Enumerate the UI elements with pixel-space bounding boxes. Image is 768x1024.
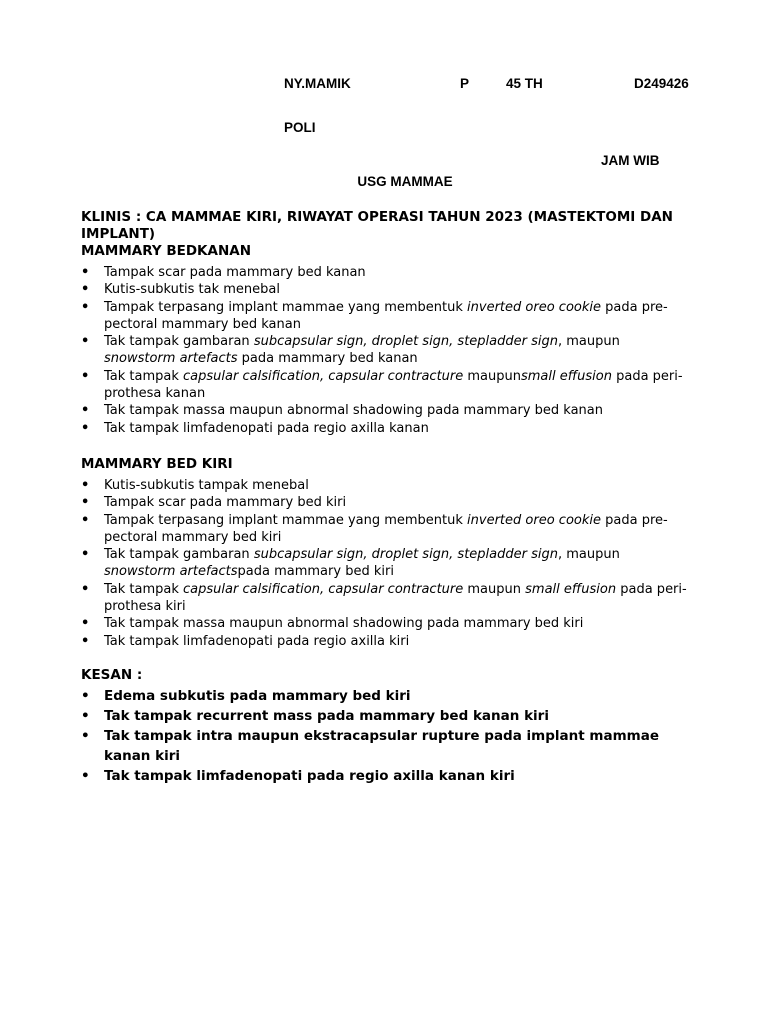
kesan-item-text: Tak tampak recurrent mass pada mammary bed kanan kiri (104, 708, 549, 724)
bullet-icon: • (81, 420, 90, 436)
kesan-list (81, 686, 691, 786)
list-item (81, 477, 691, 494)
left-section (81, 456, 691, 650)
list-item-text: pada peri-prothesa kanan (104, 368, 683, 402)
bullet-icon: • (81, 768, 90, 784)
italic-term: snowstorm artefacts (104, 564, 238, 580)
list-item-text: Tak tampak gambaran (104, 547, 254, 563)
list-item-text: Tak tampak (104, 581, 184, 597)
list-item-text: maupun (463, 581, 526, 597)
right-section-heading: MAMMARY BEDKANAN (81, 243, 252, 259)
list-item-text: Tak tampak limfadenopati pada regio axilla kanan (104, 420, 429, 436)
bullet-icon: • (81, 478, 90, 493)
list-item (81, 420, 691, 437)
patient-name: NY.MAMIK (284, 76, 351, 91)
bullet-icon: • (81, 495, 90, 511)
kesan-item (81, 706, 691, 726)
list-item (81, 281, 691, 298)
list-item (81, 633, 691, 650)
bullet-icon: • (81, 403, 90, 419)
bullet-icon: • (81, 265, 90, 280)
bullet-icon: • (81, 633, 90, 649)
kesan-heading: KESAN : (81, 667, 143, 683)
bullet-icon: • (81, 368, 90, 384)
italic-term: small effusion (525, 581, 617, 597)
kesan-section (81, 667, 691, 786)
right-section (81, 243, 691, 437)
bullet-icon: • (81, 282, 90, 298)
klinis-block (81, 209, 691, 243)
list-item-text: pada pre-pectoral mammary bed kiri (104, 512, 668, 545)
list-item-text: pada pre-pectoral mammary bed kanan (104, 299, 668, 332)
list-item-text: pada mammary bed kanan (237, 351, 418, 367)
list-item (81, 581, 691, 616)
italic-term: small effusion (521, 368, 612, 384)
list-item (81, 546, 691, 581)
list-item-text: Tampak terpasang implant mammae yang membentuk (104, 299, 468, 315)
list-item (81, 402, 691, 419)
list-item (81, 368, 691, 403)
list-item-text: , maupun (558, 547, 620, 563)
left-findings-list (81, 477, 691, 650)
list-item (81, 512, 691, 547)
list-item-text: maupun (463, 368, 521, 384)
bullet-icon: • (81, 616, 90, 632)
bullet-icon: • (81, 547, 90, 563)
italic-term: snowstorm artefacts (104, 351, 238, 367)
record-id: D249426 (634, 76, 689, 91)
list-item (81, 615, 691, 632)
patient-age: 45 TH (506, 76, 543, 91)
unit-label: POLI (284, 120, 316, 135)
italic-term: subcapsular sign, droplet sign, stepladder sign (253, 547, 558, 563)
bullet-icon: • (81, 728, 90, 744)
italic-term: capsular calsification, capsular contracture (183, 581, 464, 597)
italic-term: inverted oreo cookie (467, 299, 601, 315)
italic-term: inverted oreo cookie (467, 512, 601, 528)
kesan-item (81, 766, 691, 786)
list-item-text: Tampak terpasang implant mammae yang membentuk (104, 512, 468, 528)
list-item (81, 299, 691, 334)
list-item-text: pada peri-prothesa kiri (104, 581, 687, 615)
list-item-text: , maupun (558, 334, 620, 350)
list-item (81, 264, 691, 281)
kesan-item (81, 686, 691, 706)
list-item-text: Tampak scar pada mammary bed kanan (104, 265, 366, 280)
italic-term: subcapsular sign, droplet sign, stepladder sign (253, 334, 558, 350)
bullet-icon: • (81, 708, 90, 724)
kesan-item-text: Tak tampak limfadenopati pada regio axilla kanan kiri (104, 768, 515, 784)
bullet-icon: • (81, 512, 90, 528)
bullet-icon: • (81, 581, 90, 597)
list-item-text: Kutis-subkutis tak menebal (104, 282, 280, 298)
right-findings-list (81, 264, 691, 437)
patient-gender: P (460, 76, 470, 91)
list-item-text: Tak tampak massa maupun abnormal shadowing pada mammary bed kanan (104, 403, 603, 419)
list-item-text: Tak tampak massa maupun abnormal shadowing pada mammary bed kiri (104, 616, 584, 632)
list-item-text: Tak tampak limfadenopati pada regio axilla kiri (104, 633, 410, 649)
list-item-text: Tak tampak gambaran (104, 334, 254, 350)
kesan-item (81, 726, 691, 766)
list-item (81, 494, 691, 511)
list-item-text: pada mammary bed kiri (237, 564, 394, 580)
kesan-item-text: Tak tampak intra maupun ekstracapsular rupture pada implant mammae kanan kiri (104, 728, 659, 764)
bullet-icon: • (81, 299, 90, 315)
list-item-text: Kutis-subkutis tampak menebal (104, 478, 309, 493)
bullet-icon: • (81, 688, 90, 704)
bullet-icon: • (81, 334, 90, 350)
kesan-item-text: Edema subkutis pada mammary bed kiri (104, 688, 411, 704)
list-item-text: Tampak scar pada mammary bed kiri (104, 495, 347, 511)
list-item-text: Tak tampak (104, 368, 184, 384)
time-label: JAM WIB (601, 153, 660, 168)
italic-term: capsular calsification, capsular contracture (183, 368, 464, 384)
document-title: USG MAMMAE (357, 174, 453, 189)
klinis-text: KLINIS : CA MAMMAE KIRI, RIWAYAT OPERASI TAHUN 2023 (MASTEKTOMI DAN IMPLANT) (81, 209, 673, 242)
list-item (81, 333, 691, 368)
left-section-heading: MAMMARY BED KIRI (81, 456, 233, 472)
